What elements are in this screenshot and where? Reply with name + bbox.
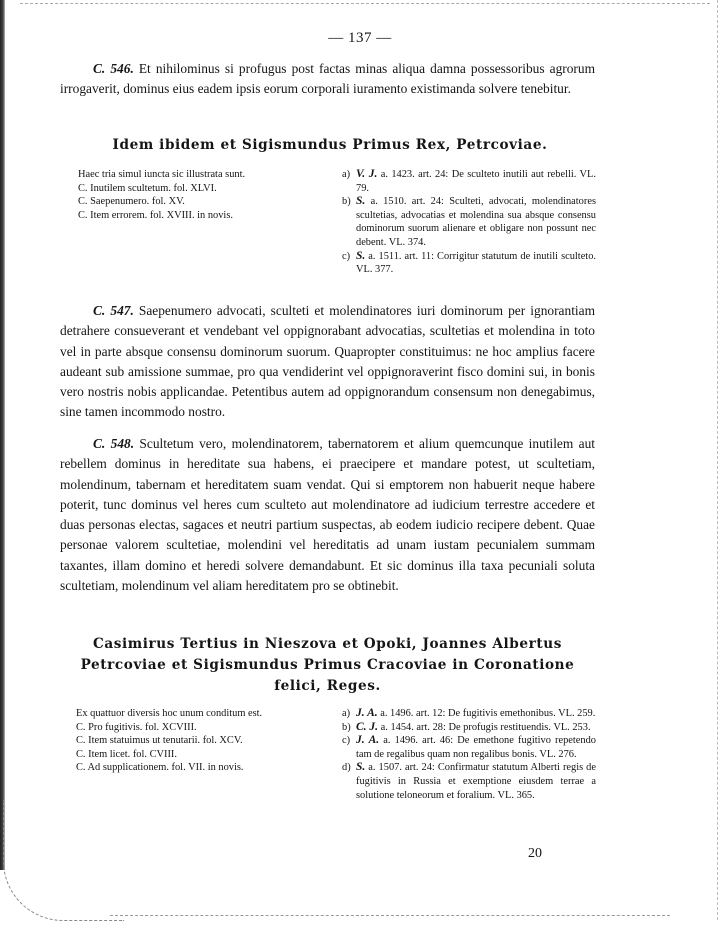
reference-text: a. 1496. art. 46: De emethone fugitivo repetendo tam de regalibus quam non regalibus bonis. VL. 276. bbox=[356, 735, 596, 760]
note-line: Haec tria simul iuncta sic illustrata sunt. bbox=[78, 169, 246, 180]
reference-item bbox=[342, 761, 596, 802]
scan-edge-right bbox=[717, 0, 718, 920]
paragraph-text: Saepenumero advocati, sculteti et molendinatores iuri dominorum per ignorantiam detrahere consueverant et vendebant vel oppignorabant advocatias, scultetias et molendina in toto vel in parte absque consensu dominorum suorum. Quapropter constituimus: ne hoc amplius facere audeant sub amissione summae, pro qua vendiderint vel oppignoraverint fisco domini sui, in bonis vero nostris nobis applicandae. Petentibus autem ad oppignorandum consensum non denegabimus, sine tamen incommodo nostro. bbox=[60, 303, 595, 420]
reference-label: a) bbox=[342, 169, 351, 180]
references-right bbox=[342, 707, 596, 802]
note-line: C. Item statuimus ut tenutarii. fol. XCV. bbox=[76, 735, 243, 747]
reference-item bbox=[342, 707, 596, 721]
note-line: C. Pro fugitivis. fol. XCVIII. bbox=[76, 721, 197, 733]
reference-siglum: V. J. bbox=[356, 168, 378, 180]
paragraph-text: Et nihilominus si profugus post factas minas aliqua damna possessoribus agrorum irrogaverit, dominus eius eadem ipsis eorum corporali iuramento existimanda solvere tenebitur. bbox=[60, 61, 595, 97]
reference-siglum: S. bbox=[356, 761, 366, 774]
page-number: — 137 — bbox=[328, 30, 392, 46]
reference-label: a) bbox=[342, 708, 351, 719]
section-heading: Idem ibidem et Sigismundus Primus Rex, Petrcoviae. bbox=[112, 137, 548, 153]
reference-item bbox=[342, 250, 596, 277]
source-notes-left bbox=[78, 168, 318, 222]
reference-text: a. 1507. art. 24: Confirmatur statutum Alberti regis de fugitivis in Russia et exemptione eiusdem terrae a solutione teloneorum et foralium. VL. 365. bbox=[356, 762, 596, 801]
reference-siglum: S. bbox=[356, 249, 366, 262]
reference-siglum: J. A. bbox=[356, 707, 378, 719]
paragraph-c548 bbox=[60, 434, 595, 596]
canon-number: C. 547. bbox=[93, 303, 134, 318]
scan-corner-curl bbox=[3, 800, 124, 921]
reference-item bbox=[342, 168, 596, 195]
canon-number: C. 546. bbox=[93, 61, 134, 76]
reference-label: c) bbox=[342, 250, 351, 262]
reference-text: a. 1454. art. 28: De profugis restituendis. VL. 253. bbox=[378, 721, 591, 733]
reference-siglum: J. A. bbox=[356, 734, 380, 747]
paragraph-text: Scultetum vero, molendinatorem, tabernatorem et alium quemcunque inutilem aut rebellem dominus in hereditate sua habens, ei praecipere et mandare potest, ut scultetiam, molendinum, tabernam et hereditatem suam vendat. Qui si emptorem non habuerit neque habere poterit, tunc dominus vel heres cum sculteto aut molendinatore ad iudicium terrestre accedere et duas personas electas, sagaces et neutri partium suspectas, ab eodem iudicio recipere debent. Quae personae valorem scultetiae, molendini vel hereditatis ad unam iustam pecunialem summam taxantes, illam domino et heredi solvere demandabunt. Et sic dominus illa taxa pecuniali soluta scultetiam, molendinum vel aliam hereditatem pro se obtinebit. bbox=[60, 436, 595, 594]
reference-text: a. 1423. art. 24: De sculteto inutili aut rebelli. VL. 79. bbox=[356, 169, 596, 194]
paragraph-c547 bbox=[60, 301, 595, 423]
reference-siglum: S. bbox=[356, 195, 366, 208]
reference-item bbox=[342, 721, 596, 735]
note-intro: Ex quattuor diversis hoc unum conditum est. bbox=[76, 708, 263, 719]
references-right bbox=[342, 168, 596, 277]
reference-siglum: C. J. bbox=[356, 720, 379, 733]
reference-label: c) bbox=[342, 735, 351, 747]
note-line: C. Saepenumero. fol. XV. bbox=[78, 196, 185, 208]
canon-number: C. 548. bbox=[93, 436, 135, 451]
note-line: C. Ad supplicationem. fol. VII. in novis. bbox=[76, 762, 244, 774]
reference-item bbox=[342, 734, 596, 761]
printer-signature-mark: 20 bbox=[528, 846, 542, 861]
scan-binding-edge bbox=[0, 0, 5, 870]
note-line: C. Item errorem. fol. XVIII. in novis. bbox=[78, 209, 233, 221]
section-heading: Casimirus Tertius in Nieszova et Opoki, Joannes Albertus Petrcoviae et Sigismundus Primus Cracoviae in Coronatione felici, Reges. bbox=[80, 636, 575, 694]
reference-label: d) bbox=[342, 762, 351, 774]
reference-text: a. 1510. art. 24: Sculteti, advocati, molendinatores scultetias, advocatias et molendina sua absque consensu dominorum suorum alienare et obligare non possunt nec debent. VL. 374. bbox=[356, 196, 596, 248]
reference-label: b) bbox=[342, 196, 351, 208]
paragraph-c546 bbox=[60, 59, 595, 100]
note-line: C. Item licet. fol. CVIII. bbox=[76, 748, 177, 760]
note-line: C. Inutilem scultetum. fol. XLVI. bbox=[78, 182, 217, 194]
reference-label: b) bbox=[342, 721, 351, 733]
source-notes-left bbox=[60, 707, 315, 775]
scan-edge-bottom bbox=[110, 915, 670, 916]
reference-item bbox=[342, 195, 596, 249]
reference-text: a. 1496. art. 12: De fugitivis emethonibus. VL. 259. bbox=[377, 708, 596, 719]
reference-text: a. 1511. art. 11: Corrigitur statutum de inutili sculteto. VL. 377. bbox=[356, 250, 596, 276]
scan-edge-top bbox=[20, 3, 710, 4]
